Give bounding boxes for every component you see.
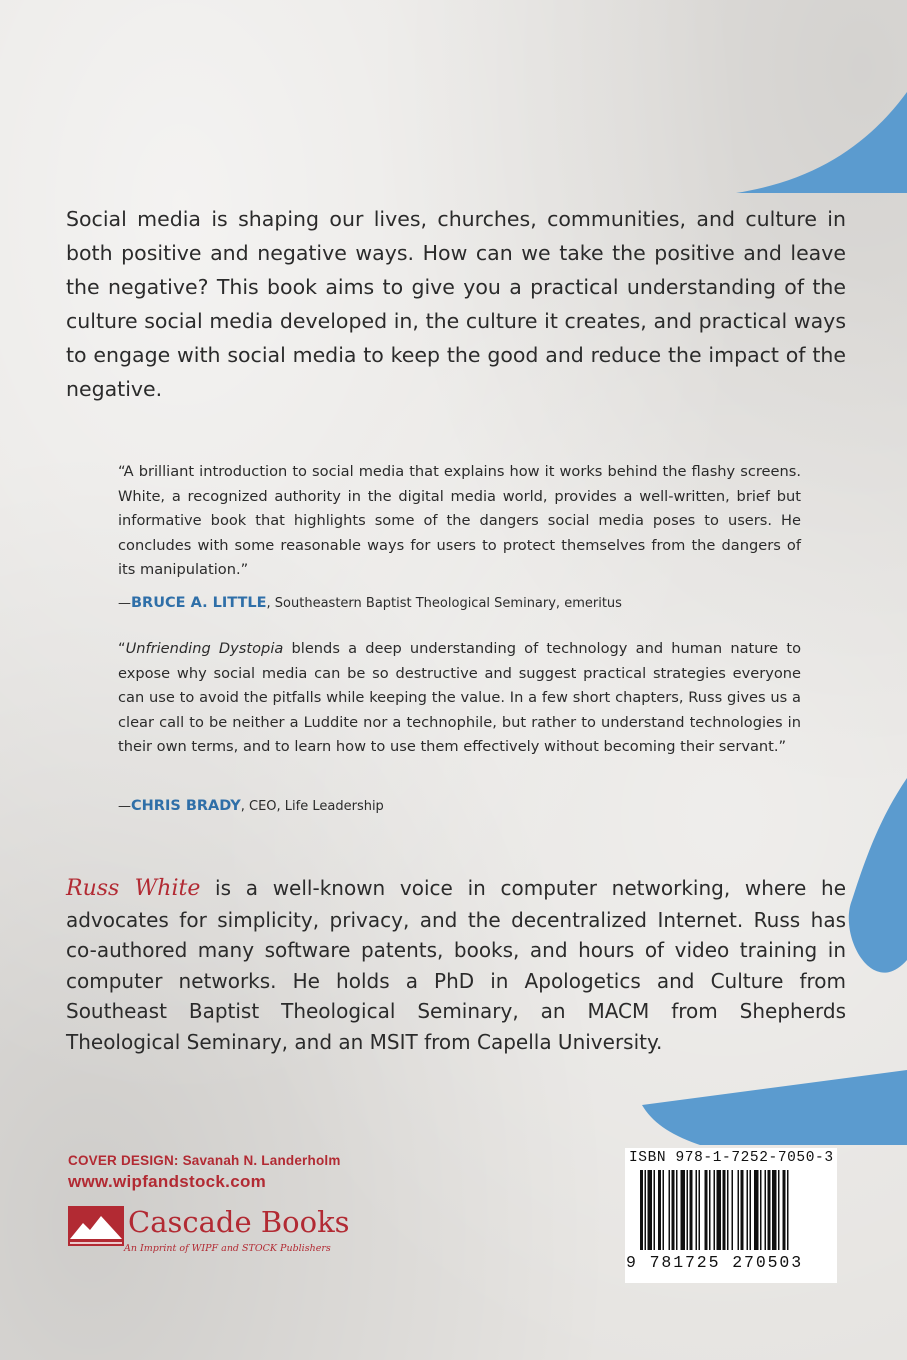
endorsement-attribution-2 [118, 798, 384, 814]
endorsement-attribution-1 [118, 595, 622, 611]
book-title: Unfriending Dystopia [125, 640, 284, 657]
publisher-subtitle: An Imprint of WIPF and STOCK Publishers [124, 1243, 331, 1254]
speech-bubble-top-shape [736, 92, 907, 193]
barcode-digits: 9 781725 270503 [626, 1253, 804, 1272]
author-bio-text: is a well-known voice in computer networking, where he advocates for simplicity, privacy, and the decentralized Internet. Russ has co-authored many software patents, books, and hours of video training in computer networks. He holds a PhD in Apologetics and Culture from Southeast Baptist Theological Seminary, an MACM from Shepherds Theological Seminary, and an MSIT from Capella University. [66, 876, 847, 1054]
endorsement-quote-2 [118, 637, 801, 760]
speech-bubble-right-shape [849, 778, 907, 973]
quote-body: blends a deep understanding of technology and human nature to expose why social media can be so destructive and suggest practical strategies everyone can use to avoid the pitfalls while keeping the value. In a few short chapters, Russ gives us a clear call to be neither a Luddite nor a technophile, but rather to understand technologies in their own terms, and to learn how to use them effectively without becoming their servant.” [118, 640, 801, 755]
author-bio [66, 873, 846, 1057]
attribution-dash: — [118, 596, 131, 611]
publisher-name: Cascade Books [128, 1205, 350, 1239]
endorsement-quote-1: “A brilliant introduction to social media that explains how it works behind the flashy screens. White, a recognized authority in the digital media world, provides a well-written, brief but informative book that highlights some of the dangers social media poses to users. He concludes with some reasonable ways for users to protect themselves from the dangers of its manipulation.” [118, 463, 801, 578]
author-name: Russ White [66, 876, 201, 901]
cover-design-credit: COVER DESIGN: Savanah N. Landerholm [68, 1153, 341, 1168]
back-cover-blurb: Social media is shaping our lives, churches, communities, and culture in both positive and negative ways. How can we take the positive and leave the negative? This book aims to give you a practical understanding of the culture social media developed in, the culture it creates, and practical ways to engage with social media to keep the good and reduce the impact of the negative. [66, 207, 846, 401]
publisher-website-link[interactable]: www.wipfandstock.com [68, 1172, 267, 1191]
endorser-affiliation: , CEO, Life Leadership [240, 799, 384, 814]
endorser-name: BRUCE A. LITTLE [131, 595, 267, 611]
endorser-affiliation: , Southeastern Baptist Theological Seminary, emeritus [266, 596, 622, 611]
speech-bubble-bottom-shape [642, 1070, 907, 1145]
isbn-label: ISBN 978-1-7252-7050-3 [629, 1150, 834, 1166]
barcode-bars [640, 1170, 835, 1262]
attribution-dash: — [118, 799, 131, 814]
quote-open-mark: “ [118, 640, 126, 657]
mountain-logo-icon [68, 1206, 126, 1246]
endorser-name: CHRIS BRADY [131, 798, 241, 814]
